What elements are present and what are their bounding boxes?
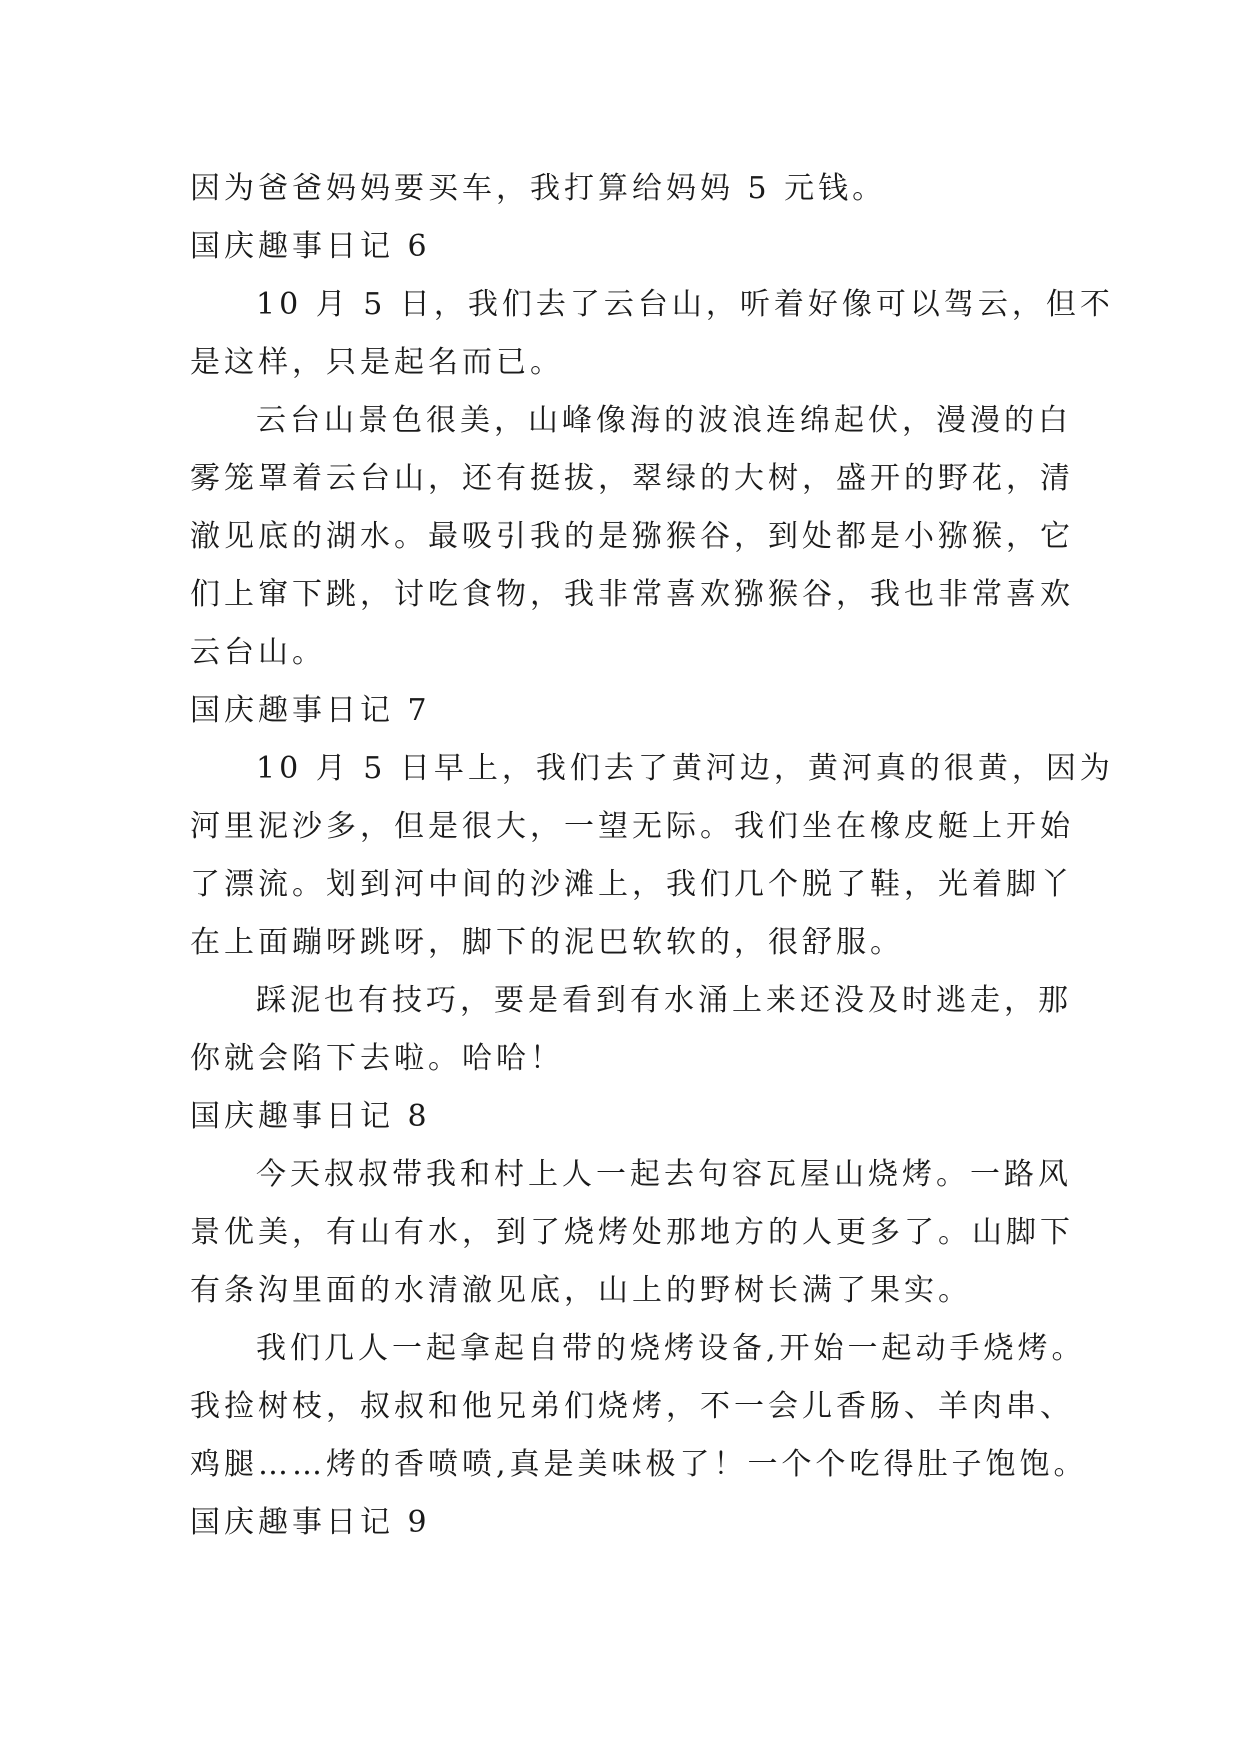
diary-heading-6: 国庆趣事日记 6	[190, 229, 431, 264]
paragraph-line: 因为爸爸妈妈要买车，我打算给妈妈 5 元钱。	[190, 171, 887, 206]
paragraph-line: 河里泥沙多，但是很大，一望无际。我们坐在橡皮艇上开始	[190, 809, 1074, 844]
paragraph-line: 是这样，只是起名而已。	[190, 345, 564, 380]
paragraph-line: 10 月 5 日，我们去了云台山，听着好像可以驾云，但不	[256, 287, 1114, 322]
document-page	[190, 160, 1114, 1552]
paragraph-line: 今天叔叔带我和村上人一起去句容瓦屋山烧烤。一路风	[256, 1157, 1072, 1192]
paragraph-line: 我们几人一起拿起自带的烧烤设备,开始一起动手烧烤。	[256, 1331, 1086, 1366]
paragraph-line: 云台山。	[190, 635, 326, 670]
diary-heading-9: 国庆趣事日记 9	[190, 1505, 431, 1540]
diary-heading-8: 国庆趣事日记 8	[190, 1099, 431, 1134]
paragraph-line: 在上面蹦呀跳呀，脚下的泥巴软软的，很舒服。	[190, 925, 904, 960]
paragraph-line: 们上窜下跳，讨吃食物，我非常喜欢猕猴谷，我也非常喜欢	[190, 577, 1074, 612]
paragraph-line: 了漂流。划到河中间的沙滩上，我们几个脱了鞋，光着脚丫	[190, 867, 1074, 902]
paragraph-line: 我捡树枝，叔叔和他兄弟们烧烤，不一会儿香肠、羊肉串、	[190, 1389, 1074, 1424]
paragraph-line: 澈见底的湖水。最吸引我的是猕猴谷，到处都是小猕猴，它	[190, 519, 1074, 554]
paragraph-line: 有条沟里面的水清澈见底，山上的野树长满了果实。	[190, 1273, 972, 1308]
paragraph-line: 景优美，有山有水，到了烧烤处那地方的人更多了。山脚下	[190, 1215, 1074, 1250]
paragraph-line: 雾笼罩着云台山，还有挺拔，翠绿的大树，盛开的野花，清	[190, 461, 1074, 496]
diary-heading-7: 国庆趣事日记 7	[190, 693, 431, 728]
paragraph-line: 云台山景色很美，山峰像海的波浪连绵起伏，漫漫的白	[256, 403, 1072, 438]
paragraph-line: 踩泥也有技巧，要是看到有水涌上来还没及时逃走，那	[256, 983, 1072, 1018]
paragraph-line: 10 月 5 日早上，我们去了黄河边，黄河真的很黄，因为	[256, 751, 1114, 786]
paragraph-line: 你就会陷下去啦。哈哈！	[190, 1041, 564, 1076]
paragraph-line: 鸡腿……烤的香喷喷,真是美味极了！一个个吃得肚子饱饱。	[190, 1447, 1088, 1482]
